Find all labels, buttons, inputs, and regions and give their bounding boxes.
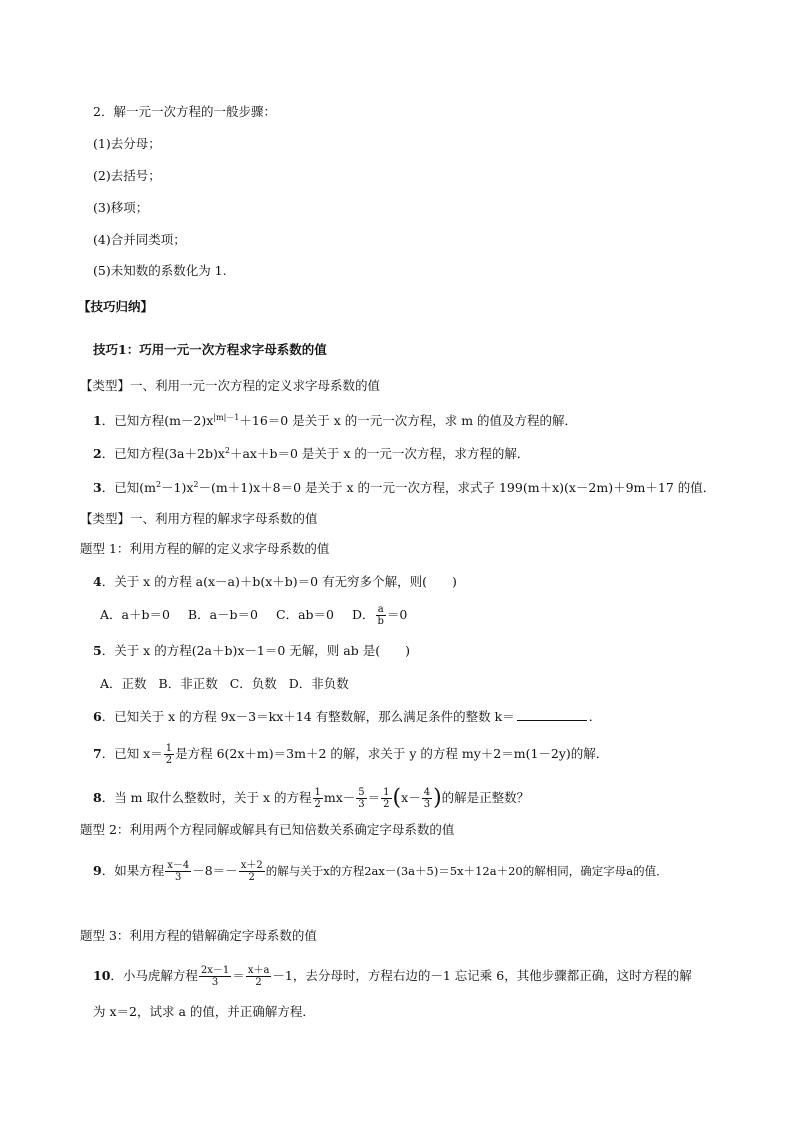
option-c: C．ab＝0 <box>276 607 334 622</box>
option-b: B．a－b＝0 <box>187 607 259 622</box>
type-title: 【类型】一、利用一元一次方程的定义求字母系数的值 <box>80 378 381 393</box>
fraction: $\frac{x-4}{3}$ <box>167 860 190 883</box>
question-number: 9 <box>93 863 102 878</box>
option-d: D． $\frac{a}{b}$ ＝0 <box>351 604 408 627</box>
question-1: 1．已知方程$(m-2)x^{|m|-1}+16=0$ 是关于 x 的一元一次方程，求 m 的值及方程的解． <box>93 412 578 428</box>
type-title: 【类型】一、利用方程的解求字母系数的值 <box>80 511 318 526</box>
option-d: D．非负数 <box>288 676 349 691</box>
fraction: $\frac{2x-1}{3}$ <box>200 965 230 988</box>
question-number: 3 <box>93 480 102 495</box>
question-number: 10 <box>93 968 111 983</box>
option-a: A．正数 <box>100 676 147 691</box>
question-4-options <box>100 604 407 627</box>
question-number: 1 <box>93 413 102 428</box>
question-6: 6．已知关于 x 的方程 9x－3＝kx＋14 有整数解，那么满足条件的整数 k＝ ． <box>93 709 602 724</box>
subtype-title: 题型 2：利用两个方程同解或解具有已知倍数关系确定字母系数的值 <box>80 822 455 837</box>
answer-blank[interactable] <box>517 708 587 721</box>
question-number: 5 <box>93 643 102 658</box>
question-number: 8 <box>93 790 102 805</box>
step-item: (3)移项； <box>93 200 149 215</box>
question-number: 2 <box>93 446 102 461</box>
fraction: $\frac{1}{2}$ <box>314 787 321 810</box>
steps-heading: 2．解一元一次方程的一般步骤： <box>93 104 276 119</box>
fraction: $\frac{a}{b}$ <box>377 604 384 627</box>
fraction: $\frac{x+a}{2}$ <box>247 965 270 988</box>
step-item: (2)去括号； <box>93 168 161 183</box>
step-item: (1)去分母； <box>93 136 161 151</box>
option-a: A．a＋b＝0 <box>100 607 170 622</box>
option-b: B．非正数 <box>158 676 218 691</box>
question-9: 9．如果方程 $\frac{x-4}{3}$ －8＝－ $\frac{x+2}{2}$ 的解与关于x的方程2ax－(3a＋5)＝5x＋12a＋20的解相同，确定字母a的值． <box>93 860 668 883</box>
question-number: 6 <box>93 709 102 724</box>
question-5: 5．关于 x 的方程(2a＋b)x－1＝0 无解，则 ab 是( ) <box>93 643 410 658</box>
question-2: 2．已知方程$(3a+2b)x^2+ax+b=0$ 是关于 x 的一元一次方程，求方程的解． <box>93 445 530 461</box>
step-item: (5)未知数的系数化为 1. <box>93 263 227 278</box>
question-3: 3．已知$(m^2-1)x^2-(m+1)x+8=0$ 是关于 x 的一元一次方程，求式子 199(m＋x)(x－2m)＋9m＋17 的值． <box>93 479 716 495</box>
question-5-options <box>100 676 349 692</box>
section-title: 【技巧归纳】 <box>78 299 154 314</box>
fraction: $\frac{4}{3}$ <box>423 787 431 810</box>
option-c: C．负数 <box>229 676 277 691</box>
question-8: 8．当 m 取什么整数时，关于 x 的方程 $\frac{1}{2}$ mx－ $\frac{5}{3}$ ＝ $\frac{1}{2}$ (x－ $\frac{4}{3}$ )的解是正整数？ <box>93 785 530 811</box>
fraction: $\frac{1}{2}$ <box>165 743 173 766</box>
fraction: $\frac{5}{3}$ <box>358 787 365 810</box>
question-10: 10．小马虎解方程 $\frac{2x-1}{3}$ ＝ $\frac{x+a}{2}$ －1，去分母时，方程右边的－1 忘记乘 6，其他步骤都正确，这时方程的解 <box>93 965 692 988</box>
right-paren: ) <box>433 785 442 811</box>
question-number: 4 <box>93 574 102 589</box>
question-10-line2: 为 x＝2，试求 a 的值，并正确解方程． <box>93 1004 315 1019</box>
question-number: 7 <box>93 746 102 761</box>
step-item: (4)合并同类项； <box>93 232 186 247</box>
subtype-title: 题型 3：利用方程的错解确定字母系数的值 <box>80 928 317 943</box>
question-7: 7．已知 x＝ $\frac{1}{2}$ 是方程 6(2x＋m)＝3m＋2 的解，求关于 y 的方程 my＋2＝m(1－2y)的解． <box>93 743 609 766</box>
question-4: 4．关于 x 的方程 a(x－a)＋b(x＋b)＝0 有无穷多个解，则( ) <box>93 574 457 589</box>
fraction: $\frac{x+2}{2}$ <box>240 860 263 883</box>
skill-title: 技巧1：巧用一元一次方程求字母系数的值 <box>93 342 327 357</box>
subtype-title: 题型 1：利用方程的解的定义求字母系数的值 <box>80 541 330 556</box>
fraction: $\frac{1}{2}$ <box>383 787 390 810</box>
left-paren: ( <box>392 785 402 811</box>
